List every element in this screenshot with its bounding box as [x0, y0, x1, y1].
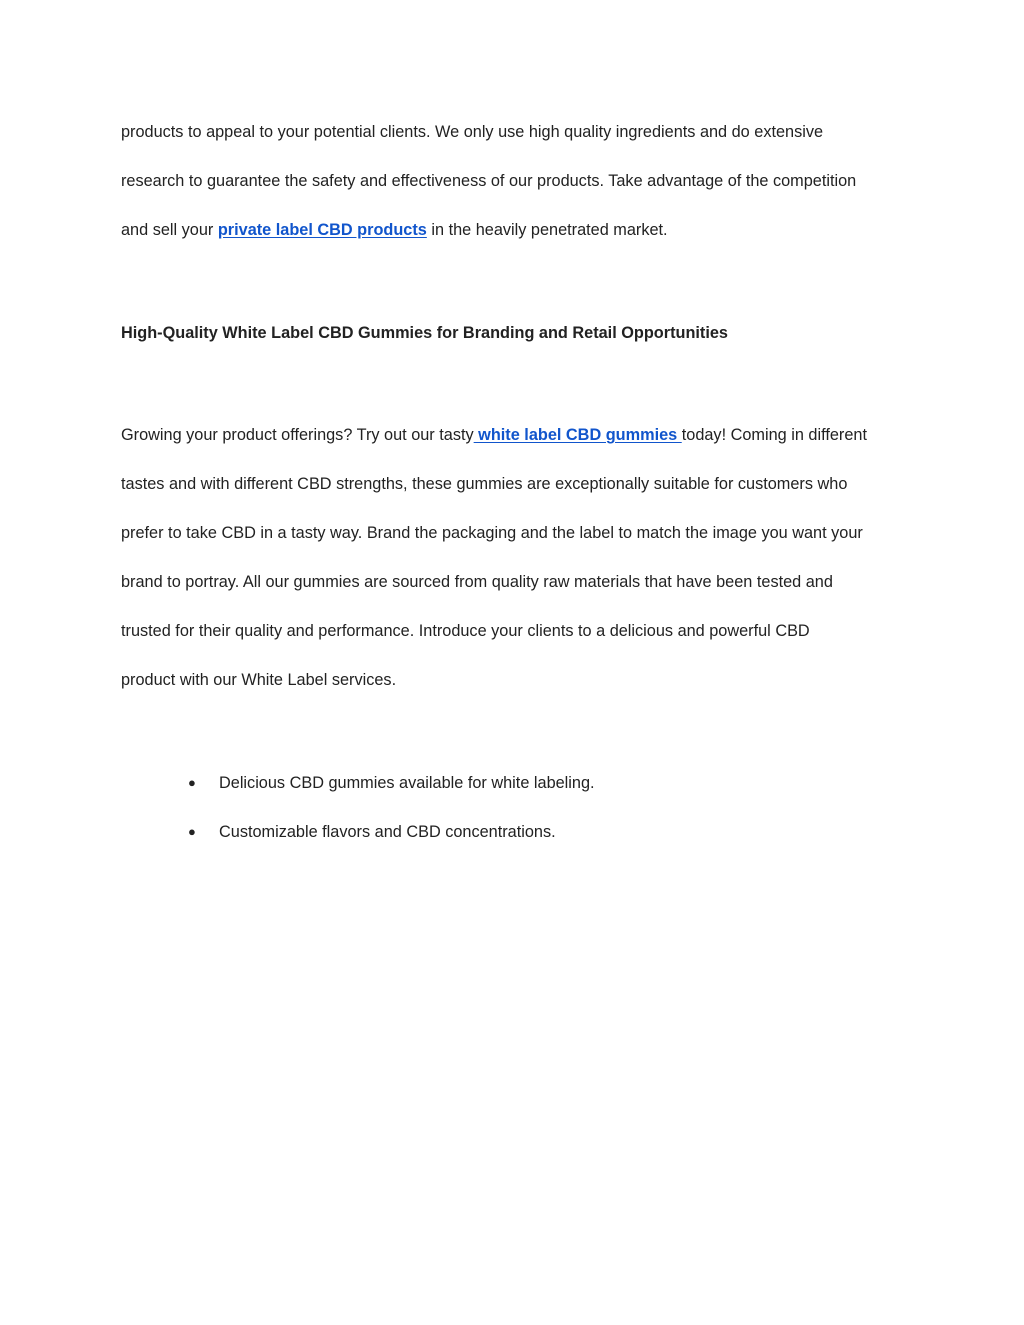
intro-line-3-before: and sell your — [121, 221, 218, 239]
intro-line-1: products to appeal to your potential clients. We only use high quality ingredients and do extensive — [121, 123, 824, 141]
white-label-gummies-link[interactable]: white label CBD gummies — [473, 426, 682, 444]
body-line-3: prefer to take CBD in a tasty way. Brand the packaging and the label to match the image you want your — [121, 524, 863, 542]
body-line-1-before: Growing your product offerings? Try out our tasty — [121, 426, 474, 444]
bullet-text: Delicious CBD gummies available for white labeling. — [219, 774, 595, 792]
body-line-1-after: today! Coming in different — [681, 426, 867, 444]
intro-line-3-after: in the heavily penetrated market. — [426, 221, 668, 239]
section-heading: High-Quality White Label CBD Gummies for Branding and Retail Opportunities — [121, 324, 728, 342]
body-line-4: brand to portray. All our gummies are sourced from quality raw materials that have been tested and — [121, 573, 833, 591]
body-line-2: tastes and with different CBD strengths, these gummies are exceptionally suitable for customers who — [121, 475, 848, 493]
list-item — [188, 773, 595, 793]
bullet-text: Customizable flavors and CBD concentrations. — [219, 823, 556, 841]
private-label-cbd-link[interactable]: private label CBD products — [217, 221, 427, 239]
body-line-5: trusted for their quality and performance. Introduce your clients to a delicious and powerful CBD — [121, 622, 810, 640]
bullet-icon: ● — [188, 775, 196, 790]
intro-line-2: research to guarantee the safety and effectiveness of our products. Take advantage of the competition — [121, 172, 857, 190]
intro-line-3 — [121, 220, 668, 240]
bullet-icon: ● — [188, 824, 196, 839]
body-line-1 — [121, 425, 867, 445]
body-line-6: product with our White Label services. — [121, 671, 397, 689]
list-item — [188, 822, 556, 842]
